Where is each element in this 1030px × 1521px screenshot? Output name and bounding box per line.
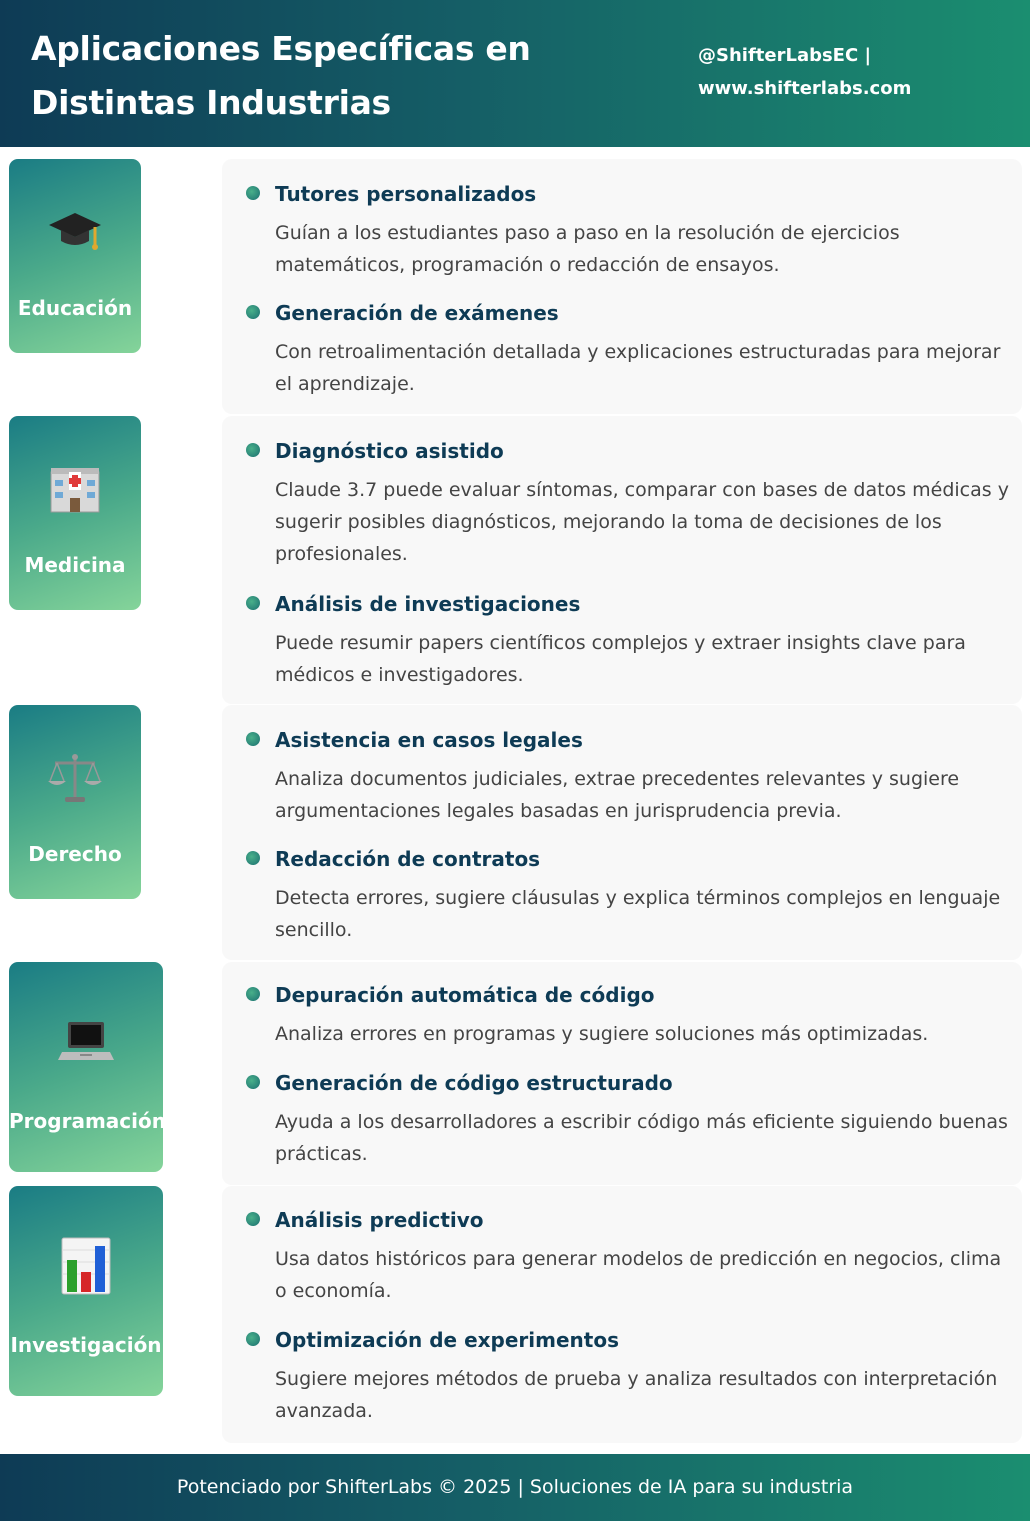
bullet-icon: [246, 186, 260, 200]
laptop-icon: [9, 1012, 163, 1072]
handle-line-1: @ShifterLabsEC |: [698, 45, 872, 66]
item-title: Redacción de contratos: [275, 847, 541, 871]
bar-chart-icon: [9, 1236, 163, 1296]
graduation-cap-icon: [9, 201, 141, 261]
industry-tag-derecho: [9, 705, 141, 899]
list-item: [246, 591, 1006, 691]
item-description: Usa datos históricos para generar modelos de predicción en negocios, clima o economía.: [275, 1248, 1002, 1302]
item-description: Detecta errores, sugiere cláusulas y explica términos complejos en lenguaje sencillo.: [275, 887, 1001, 941]
bullet-icon: [246, 851, 260, 865]
item-description: Analiza errores en programas y sugiere soluciones más optimizadas.: [275, 1023, 929, 1045]
bullet-icon: [246, 732, 260, 746]
industry-panel: [222, 962, 1022, 1185]
balance-scale-icon: [9, 747, 141, 807]
header-banner: [0, 0, 1030, 147]
list-item: [246, 181, 1006, 281]
bullet-icon: [246, 1075, 260, 1089]
item-description: Guían a los estudiantes paso a paso en la resolución de ejercicios matemáticos, programación o redacción de ensayos.: [275, 222, 900, 276]
list-item: [246, 438, 1009, 568]
industry-panel: [222, 1186, 1022, 1443]
list-item: [246, 300, 1006, 400]
item-description: Ayuda a los desarrolladores a escribir código más eficiente siguiendo buenas prácticas.: [275, 1111, 1008, 1165]
industry-tag-programacion: [9, 962, 166, 1172]
header-handle: [698, 39, 998, 105]
footer-text: Potenciado por ShifterLabs © 2025 | Soluciones de IA para su industria: [176, 1476, 854, 1498]
bullet-icon: [246, 305, 260, 319]
item-description: Puede resumir papers científicos complejos y extraer insights clave para médicos e investigadores.: [275, 632, 966, 686]
item-title: Diagnóstico asistido: [275, 439, 504, 463]
bullet-icon: [246, 596, 260, 610]
item-title: Análisis predictivo: [275, 1208, 484, 1232]
list-item: [246, 1070, 1006, 1170]
list-item: [246, 846, 1006, 946]
industry-tag-medicina: [9, 416, 141, 610]
bullet-icon: [246, 443, 260, 457]
item-title: Optimización de experimentos: [275, 1328, 619, 1352]
page-title: Aplicaciones Específicas en Distintas Industrias: [31, 29, 531, 122]
industry-panel: [222, 416, 1022, 704]
industry-label: Investigación: [10, 1333, 162, 1357]
footer-banner: [0, 1454, 1030, 1521]
section-educacion: [0, 159, 1030, 414]
section-medicina: [0, 416, 1030, 704]
item-description: Analiza documentos judiciales, extrae precedentes relevantes y sugiere argumentaciones legales basadas en jurisprudencia previa.: [275, 768, 960, 822]
hospital-icon: [9, 458, 141, 518]
item-title: Tutores personalizados: [275, 182, 537, 206]
section-investigacion: [0, 1186, 1030, 1443]
industry-panel: [222, 705, 1022, 960]
item-title: Generación de código estructurado: [275, 1071, 673, 1095]
item-title: Asistencia en casos legales: [275, 728, 583, 752]
section-derecho: [0, 705, 1030, 960]
list-item: [246, 1327, 1006, 1427]
item-description: Con retroalimentación detallada y explicaciones estructuradas para mejorar el aprendizaje.: [275, 341, 1001, 395]
industry-label: Derecho: [28, 842, 122, 866]
list-item: [246, 982, 1006, 1052]
section-programacion: [0, 962, 1030, 1185]
bullet-icon: [246, 1332, 260, 1346]
industry-label: Medicina: [24, 553, 126, 577]
industry-tag-educacion: [9, 159, 141, 353]
item-description: Sugiere mejores métodos de prueba y analiza resultados con interpretación avanzada.: [275, 1368, 998, 1422]
item-title: Depuración automática de código: [275, 983, 655, 1007]
industry-tag-investigacion: [9, 1186, 163, 1396]
handle-line-2: www.shifterlabs.com: [698, 78, 912, 99]
bullet-icon: [246, 1212, 260, 1226]
item-title: Análisis de investigaciones: [275, 592, 581, 616]
item-description: Claude 3.7 puede evaluar síntomas, comparar con bases de datos médicas y sugerir posibles diagnósticos, mejorando la toma de decisiones de los profesionales.: [275, 479, 1009, 565]
list-item: [246, 1207, 1006, 1307]
industry-label: Programación: [9, 1109, 166, 1133]
industry-panel: [222, 159, 1022, 414]
industry-label: Educación: [17, 296, 133, 320]
bullet-icon: [246, 987, 260, 1001]
item-title: Generación de exámenes: [275, 301, 559, 325]
list-item: [246, 727, 1006, 827]
